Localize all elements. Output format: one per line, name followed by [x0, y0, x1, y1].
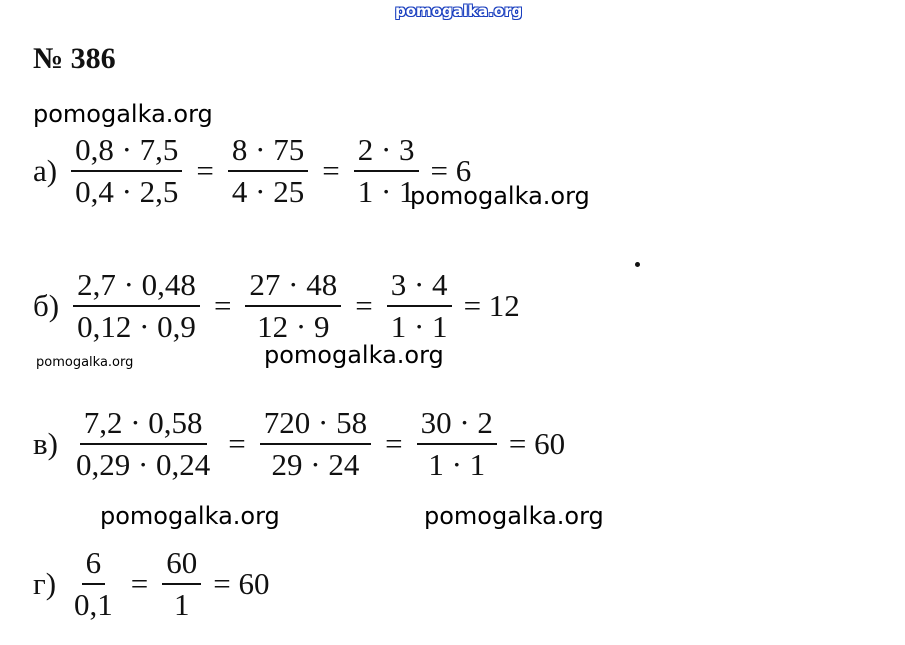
denominator: 1 · 1 [428, 446, 486, 482]
problem-g-label: г) [33, 565, 57, 601]
denominator: 4 · 25 [231, 173, 305, 209]
denominator: 1 · 1 [357, 173, 415, 209]
equals-sign: = [322, 152, 340, 188]
watermark-text: pomogalka.org [36, 355, 134, 370]
denominator: 0,1 [74, 586, 113, 622]
result: = 12 [463, 287, 520, 323]
equals-sign: = [130, 565, 149, 601]
problem-a-label: а) [33, 152, 58, 188]
problem-v-label: в) [33, 425, 58, 461]
watermark-text: pomogalka.org [410, 182, 590, 210]
result: = 6 [430, 152, 472, 188]
numerator: 720 · 58 [260, 405, 371, 445]
equals-sign: = [355, 287, 373, 323]
denominator: 29 · 24 [271, 446, 360, 482]
fraction [72, 405, 214, 482]
equals-sign: = [228, 425, 246, 461]
fraction [73, 267, 200, 344]
fraction [354, 132, 419, 209]
problem-b [33, 267, 520, 344]
denominator: 12 · 9 [257, 308, 330, 344]
denominator: 0,12 · 0,9 [77, 308, 196, 344]
fraction [260, 405, 371, 482]
numerator: 2,7 · 0,48 [73, 267, 200, 307]
equals-sign: = [213, 287, 232, 323]
watermark-top: pomogalka.org [395, 2, 523, 20]
watermark-text: pomogalka.org [424, 502, 604, 530]
fraction [245, 267, 341, 344]
watermark-text: pomogalka.org [100, 502, 280, 530]
result: = 60 [213, 565, 270, 601]
denominator: 0,29 · 0,24 [75, 446, 211, 482]
denominator: 0,4 · 2,5 [75, 173, 179, 209]
numerator: 27 · 48 [245, 267, 341, 307]
denominator: 1 · 1 [390, 308, 448, 344]
fraction [417, 405, 497, 482]
watermark-text: pomogalka.org [264, 341, 444, 369]
numerator: 0,8 · 7,5 [71, 132, 182, 172]
numerator: 2 · 3 [354, 132, 419, 172]
fraction [228, 132, 308, 209]
watermark-text: pomogalka.org [33, 100, 213, 128]
problem-b-label: б) [33, 287, 60, 323]
numerator: 60 [162, 545, 201, 585]
numerator: 6 [82, 545, 106, 585]
numerator: 3 · 4 [387, 267, 452, 307]
problem-g [33, 545, 270, 622]
problem-v [33, 405, 565, 482]
fraction [70, 545, 117, 622]
numerator: 7,2 · 0,58 [80, 405, 207, 445]
result: = 60 [508, 425, 566, 461]
problem-number-title: № 386 [33, 42, 116, 75]
fraction [71, 132, 182, 209]
numerator: 8 · 75 [228, 132, 308, 172]
fraction [387, 267, 452, 344]
equals-sign: = [196, 152, 214, 188]
equals-sign: = [385, 425, 403, 461]
problem-a [33, 132, 471, 209]
numerator: 30 · 2 [417, 405, 497, 445]
denominator: 1 [174, 586, 190, 622]
stray-dot [635, 262, 640, 267]
fraction [162, 545, 201, 622]
